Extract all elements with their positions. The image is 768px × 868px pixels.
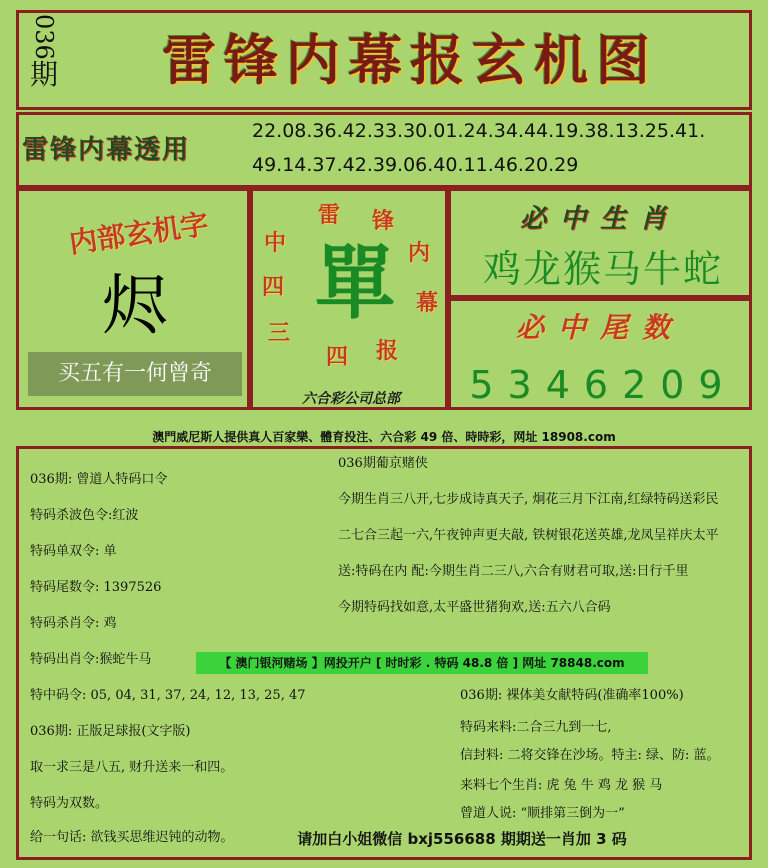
circle-char: 三 [268, 320, 291, 346]
page-title: 雷锋内幕报玄机图 [162, 28, 658, 92]
issue-label [22, 14, 66, 110]
left-line: 特码为双数。 [30, 796, 109, 811]
right-line: 今期特码找如意,太平盛世猪狗欢,送:五六八合码 [338, 600, 611, 615]
left-line: 特码尾数令: 1397526 [30, 580, 162, 595]
issue-number: 036 [30, 14, 58, 60]
left-line: 特中码令: 05, 04, 31, 37, 24, 12, 13, 25, 47 [30, 688, 306, 703]
circle-char: 锋 [372, 208, 395, 234]
numbers-line-2: 49.14.37.42.39.06.40.11.46.20.29 [252, 154, 579, 176]
zodiac-title: 必中生肖 [519, 204, 680, 234]
left-line: 036期: 曾道人特码口令 [30, 472, 168, 487]
riddle-footer: 买五有一何曾奇 [28, 352, 242, 396]
numbers-line-1: 22.08.36.42.33.30.01.24.34.44.19.38.13.25.41. [252, 120, 706, 142]
left-line: 特码单双令: 单 [30, 544, 117, 559]
left-line: 取一求三是八五, 财升送来一和四。 [30, 760, 234, 775]
right-line: 036期葡京赌侠 [338, 456, 428, 471]
center-char: 單 [315, 236, 395, 330]
circle-char: 四 [262, 274, 285, 300]
zodiac-line: 鸡龙猴马牛蛇 [482, 247, 723, 291]
circle-char: 内 [408, 240, 431, 266]
left-line: 给一句话: 欲钱买思维迟钝的动物。 [30, 830, 234, 845]
issue-suffix: 期 [29, 57, 58, 91]
wechat-contact: 请加白小姐微信 bxj556688 期期送一肖加 3 码 [297, 830, 627, 848]
right2-line: 特码来料:二合三九到一七, [460, 720, 612, 735]
right2-line: 036期: 裸体美女献特码(准确率100%) [460, 688, 684, 703]
left-line: 036期: 正版足球报(文字版) [30, 724, 191, 739]
right-line: 今期生肖三八开,七步成诗真天子, 炯花三月下江南,红绿特码送彩民 [338, 492, 719, 507]
circle-char: 幕 [416, 290, 439, 316]
right-line: 二七合三起一六,午夜钟声更夫敲, 铁树银花送英雄,龙凤呈祥庆太平 [338, 528, 719, 543]
tail-title: 必中尾数 [515, 311, 684, 344]
circle-char: 报 [376, 338, 399, 364]
numbers-label: 雷锋内幕透用 [22, 135, 191, 165]
ad-line-top: 澳門威尼斯人提供真人百家樂、體育投注、六合彩 49 倍、時時彩，网址 18908.com [152, 430, 616, 444]
right2-line: 来料七个生肖: 虎 兔 牛 鸡 龙 猴 马 [460, 778, 663, 793]
right2-line: 曾道人说: “顺排第三倒为一” [460, 806, 625, 821]
left-line: 特码出肖令:猴蛇牛马 [30, 652, 152, 667]
right-line: 送:特码在内 配:今期生肖二三八,六合有财君可取,送:日行千里 [338, 564, 689, 579]
riddle-char: 烬 [102, 267, 168, 344]
ad-banner[interactable]: 【 澳门银河赌场 】网投开户 [ 时时彩 . 特码 48.8 倍 ] 网址 78848.com [196, 652, 648, 674]
riddle-title: 内部玄机字 [67, 207, 211, 260]
circle-char: 中 [264, 230, 287, 256]
circle-footer: 六合彩公司总部 [302, 391, 400, 407]
tail-digits: 5346209 [469, 363, 737, 407]
circle-char: 四 [326, 344, 349, 370]
circle-char: 雷 [318, 202, 341, 228]
left-line: 特码杀肖令: 鸡 [30, 616, 117, 631]
right2-line: 信封料: 二将交锋在沙场。特主: 绿、防: 蓝。 [460, 748, 720, 763]
left-line: 特码杀波色令:红波 [30, 508, 139, 523]
